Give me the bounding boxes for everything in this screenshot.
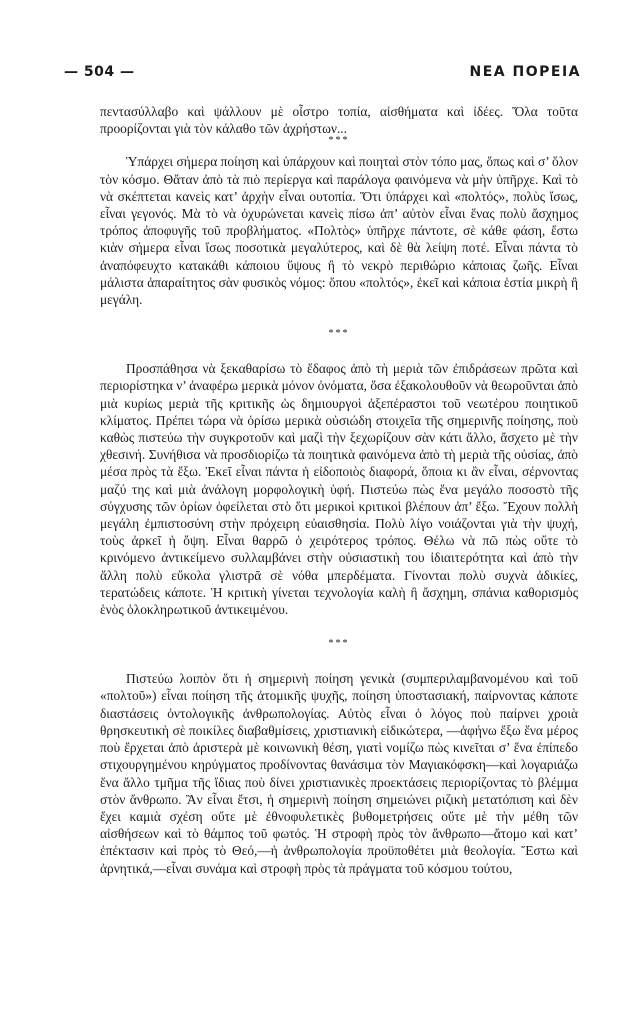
paragraph: Πιστεύω λοιπὸν ὅτι ἡ σημερινὴ ποίηση γενικὰ (συμπεριλαμβανομένου καὶ τοῦ «πολτοῦ») εἶναι ποίηση τῆς ἀτομικῆς ψυχῆς, ποίηση ὑποστασιακή, παίρνοντας κάποτε διαστάσεις ὀντολογικῆς ἀνθρωπολογίας. Αὐτὸς εἶναι ὁ λόγος ποὺ παίρνει χροιὰ θρησκευτικὴ σὲ ποικίλες διαβαθμίσεις, χριστιανικὴ εἰδικώτερα, —ἀφήνω ἔξω ἕνα μέρος ποὺ ἔρχεται ἀπὸ ἀριστερὰ μὲ κοινωνικὴ θέση, γιατὶ νομίζω πὼς κινεῖται σ’ ἕνα ἐπίπεδο στιχουργημένου κηρύγματος προδίνοντας θανάσιμα τὸν Μαγιακόφσκη—καὶ λογαριάζω ἕνα ἄλλο τμῆμα τῆς ἴδιας ποὺ δίνει χριστιανικὲς προεκτάσεις περιορίζοντας τὸ βλέμμα στὸν ἄνθρωπο. Ἂν εἶναι ἔτσι, ἡ σημερινὴ ποίηση σημειώνει ριζικὴ μετατόπιση καὶ δὲν ἔχει καμιὰ σχέση οὔτε μὲ ἐθνοφυλετικὲς βυθομετρήσεις οὔτε μὲ τὴν μέθη τῶν αἰσθήσεων καὶ τὸ θάμπος τοῦ φωτός. Ἡ στροφὴ πρὸς τὸν ἄνθρωπο—ἄτομο καὶ κατ’ ἐπέκτασιν καὶ πρὸς τὸ Θεό,—ἡ ἀνθρωπολογία προϋποθέτει μιὰ θεολογία. Ἔστω καὶ ἀρνητικά,—εἶναι συνάμα καὶ στροφὴ πρὸς τὰ πράγματα τοῦ κόσμου τούτου, [100,671,578,876]
section-separator: *** [328,328,350,340]
paragraph: Ὑπάρχει σήμερα ποίηση καὶ ὑπάρχουν καὶ ποιηταὶ στὸν τόπο μας, ὅπως καὶ σ’ ὅλον τὸν κόσμο. Θἄταν ἀπὸ τὰ πιὸ περίεργα καὶ παράλογα φαινόμενα νὰ μὴν ὑπῆρχε. Καὶ τὸ νὰ σκέπτεται κανεὶς κατ’ ἀρχὴν εἶναι ουτοπία. Ὅτι ὑπάρχει καὶ «πολτός», πολὺς ἴσως, εἶναι γεγονός. Μὰ τὸ νὰ ὀχυρώνεται κανεὶς πίσω ἀπ’ αὐτὸν εἶναι ἕνας πολὺ ἄσχημος τρόπος ἀποφυγῆς τοῦ προβλήματος. «Πολτὸς» ὑπῆρχε πάντοτε, σὲ κάθε φάση, ἔστω κιὰν σήμερα εἶναι ἴσως ποσοτικὰ μεγαλύτερος, καὶ δὲ θὰ λείψη ποτέ. Εἶναι πάντα τὸ ἀναπόφευχτο κατακάθι κάποιου ὕψους ἢ τὸ νεκρὸ περιθώριο κάποιας ζωῆς. Εἶναι μάλιστα ἀπαραίτητος σὰν φυσικὸς νόμος: ὅπου «πολτός», ἐκεῖ καὶ κάποια ἑστία μικρὴ ἢ μεγάλη. [100,154,578,308]
section-separator: *** [328,135,350,147]
section-separator: *** [328,638,350,650]
page-number: — 504 — [64,64,135,80]
journal-title: ΝΕΑ ΠΟΡΕΙΑ [469,64,581,80]
page-header [64,64,581,84]
paragraph-continuation: πεντασύλλαβο καὶ ψάλλουν μὲ οἶστρο τοπία, αἰσθήματα καὶ ἰδέες. Ὅλα τοῦτα προορίζονται γιὰ τὸν κάλαθο τῶν ἀχρήστων... [100,104,578,137]
paragraph: Προσπάθησα νὰ ξεκαθαρίσω τὸ ἔδαφος ἀπὸ τὴ μεριὰ τῶν ἐπιδράσεων πρῶτα καὶ περιορίστηκα ν’ ἀναφέρω μερικὰ μόνον ὀνόματα, ὅσα ἐξακολουθοῦν νὰ θεωροῦνται ἀπὸ μιὰ κυρίως μεριὰ τῆς κριτικῆς ὡς δημιουργοὶ ἀξεπέραστοι τοῦ νεωτέρου ποιητικοῦ κλίματος. Πρέπει τώρα νὰ ὁρίσω μερικὰ οὐσιώδη στοιχεῖα τῆς σημερινῆς ποίησης, ποὺ καθὼς πιστεύω τὴν συγκροτοῦν καὶ μαζὶ τὴν ξεχωρίζουν σὰν κάτι ἄλλο, ἄσχετο μὲ τὴν χθεσινή. Συνήθισα νὰ προσδιορίζω τὰ ποιητικὰ φαινόμενα ἀπὸ τὴ μεριὰ τῆς οὐσίας, ἀπὸ μέσα πρὸς τὰ ἔξω. Ἐκεῖ εἶναι πάντα ἡ εἰδοποιὸς διαφορά, ὅποια κι ἂν εἶναι, σέρνοντας μαζύ της καὶ μιὰ ἀνάλογη μορφολογικὴ ὑφή. Πιστεύω πὼς ἕνα μεγάλο ποσοστὸ τῆς σύγχυσης τῶν ὁρίων ὀφείλεται στὸ ὅτι μερικοὶ κριτικοὶ βλέπουν ἀπ’ ἔξω. Ἔχουν πολλὴ μεγάλη ἐμπιστοσύνη στὴν πρόχειρη εὐαισθησία. Πολὺ λίγο νοιάζονται γιὰ τὴν ψυχή, τοὺς ἀρκεῖ ἡ ὄψη. Εἶναι θαρρῶ ὁ χειρότερος τρόπος. Θέλω νὰ πῶ πὼς οὔτε τὸ κρινόμενο ἀντικείμενο συλλαμβάνει στὴν οὐσιαστικὴ του ἰδιαιτερότητα καὶ ἀπὸ τὴν ἄλλη πολὺ εὔκολα γλιστρᾶ σὲ νόθα μπερδέματα. Γίνονται πολὺ συχνὰ ἀδικίες, τερατώδεις κάποτε. Ἡ κριτικὴ γίνεται τεχνολογία καλὴ ἢ ἄσχημη, σπάνια καθορισμὸς ἑνὸς ὁλοκληρωτικοῦ ἀντικειμένου. [100,361,578,618]
article-body [100,103,578,877]
